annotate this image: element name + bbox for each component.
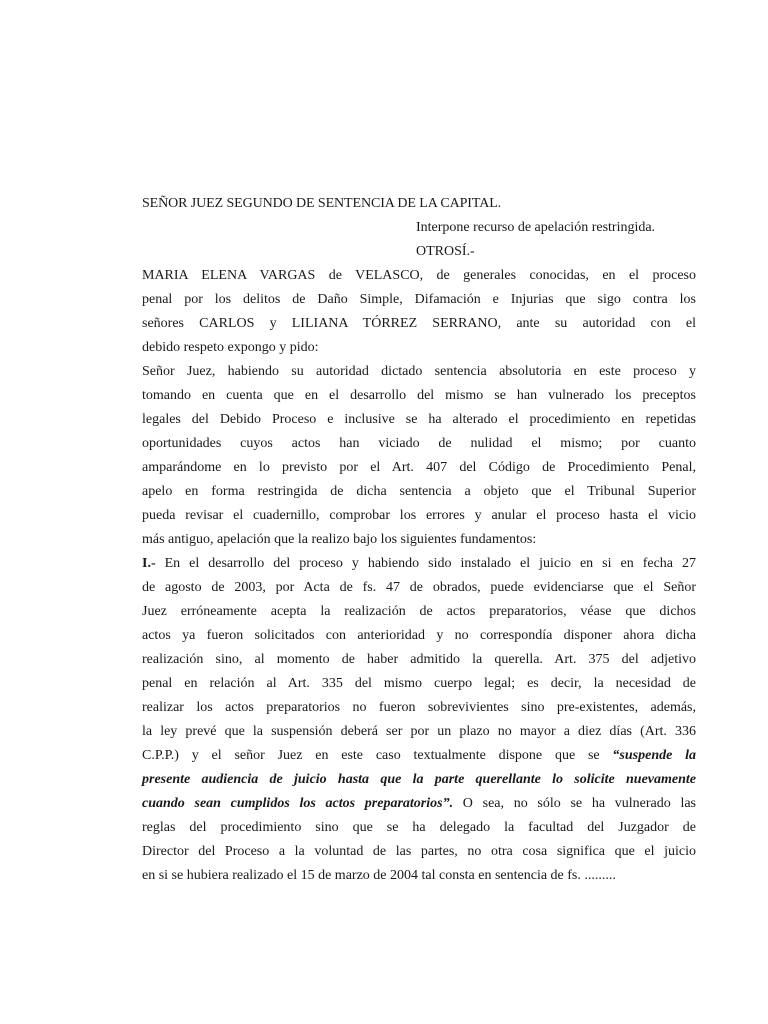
body-line: pueda revisar el cuadernillo, comprobar los errores y anular el proceso hasta el vicio (142, 508, 696, 523)
section-1-quote-end-line (142, 792, 696, 816)
body-line: amparándome en lo previsto por el Art. 407 del Código de Procedimiento Penal, (142, 460, 696, 475)
quote-text-middle: presente audiencia de juicio hasta que la parte querellante lo solicite nuevamente (142, 772, 696, 787)
intro-line: debido respeto expongo y pido: (142, 340, 319, 355)
intro-line: penal por los delitos de Daño Simple, Difamación e Injurias que sigo contra los (142, 292, 696, 307)
quote-lead-text: C.P.P.) y el señor Juez en este caso textualmente dispone que se (142, 748, 613, 763)
section-1-line: Juez erróneamente acepta la realización de actos preparatorios, véase que dichos (142, 604, 696, 619)
section-1-last-line: en si se hubiera realizado el 15 de marzo de 2004 tal consta en sentencia de fs. ......... (142, 868, 616, 883)
section-1-first-line-text: En el desarrollo del proceso y habiendo sido instalado el juicio en si en fecha 27 (155, 556, 696, 571)
body-line: tomando en cuenta que en el desarrollo del mismo se han vulnerado los preceptos (142, 388, 696, 403)
document-heading: SEÑOR JUEZ SEGUNDO DE SENTENCIA DE LA CAPITAL. (142, 196, 502, 211)
section-1-line: penal en relación al Art. 335 del mismo cuerpo legal; es decir, la necesidad de (142, 676, 696, 691)
quote-text-end: cuando sean cumplidos los actos preparatorios”. (142, 796, 454, 811)
section-1-closing-line: Director del Proceso a la voluntad de las partes, no otra cosa significa que el juicio (142, 844, 696, 859)
section-1-quote-lead-line (142, 744, 696, 768)
body-line: legales del Debido Proceso e inclusive se ha alterado el procedimiento en repetidas (142, 412, 696, 427)
section-1-line: realizar los actos preparatorios no fueron sobrevivientes sino pre-existentes, además, (142, 700, 696, 715)
document-body (142, 192, 696, 888)
quote-text-start: “suspende la (612, 748, 697, 763)
quote-after-text: O sea, no sólo se ha vulnerado las (453, 796, 697, 811)
section-1-closing-line: reglas del procedimiento sino que se ha delegado la facultad del Juzgador de (142, 820, 696, 835)
summary-line-1: Interpone recurso de apelación restringida. (416, 220, 656, 235)
section-1-numeral: I.- (142, 556, 156, 571)
section-1-line: de agosto de 2003, por Acta de fs. 47 de obrados, puede evidenciarse que el Señor (142, 580, 696, 595)
intro-line: señores CARLOS y LILIANA TÓRREZ SERRANO, ante su autoridad con el (142, 316, 696, 331)
section-1-line: realización sino, al momento de haber admitido la querella. Art. 375 del adjetivo (142, 652, 696, 667)
body-line: oportunidades cuyos actos han viciado de nulidad el mismo; por cuanto (142, 436, 696, 451)
summary-line-2: OTROSÍ.- (416, 244, 475, 259)
section-1-line: la ley prevé que la suspensión deberá ser por un plazo no mayor a diez días (Art. 336 (142, 724, 696, 739)
body-line: apelo en forma restringida de dicha sentencia a objeto que el Tribunal Superior (142, 484, 696, 499)
section-1-first-line (142, 552, 696, 576)
intro-line: MARIA ELENA VARGAS de VELASCO, de generales conocidas, en el proceso (142, 268, 696, 283)
body-line: Señor Juez, habiendo su autoridad dictado sentencia absolutoria en este proceso y (142, 364, 696, 379)
section-1-line: actos ya fueron solicitados con anterioridad y no correspondía disponer ahora dicha (142, 628, 696, 643)
body-line: más antiguo, apelación que la realizo bajo los siguientes fundamentos: (142, 532, 537, 547)
